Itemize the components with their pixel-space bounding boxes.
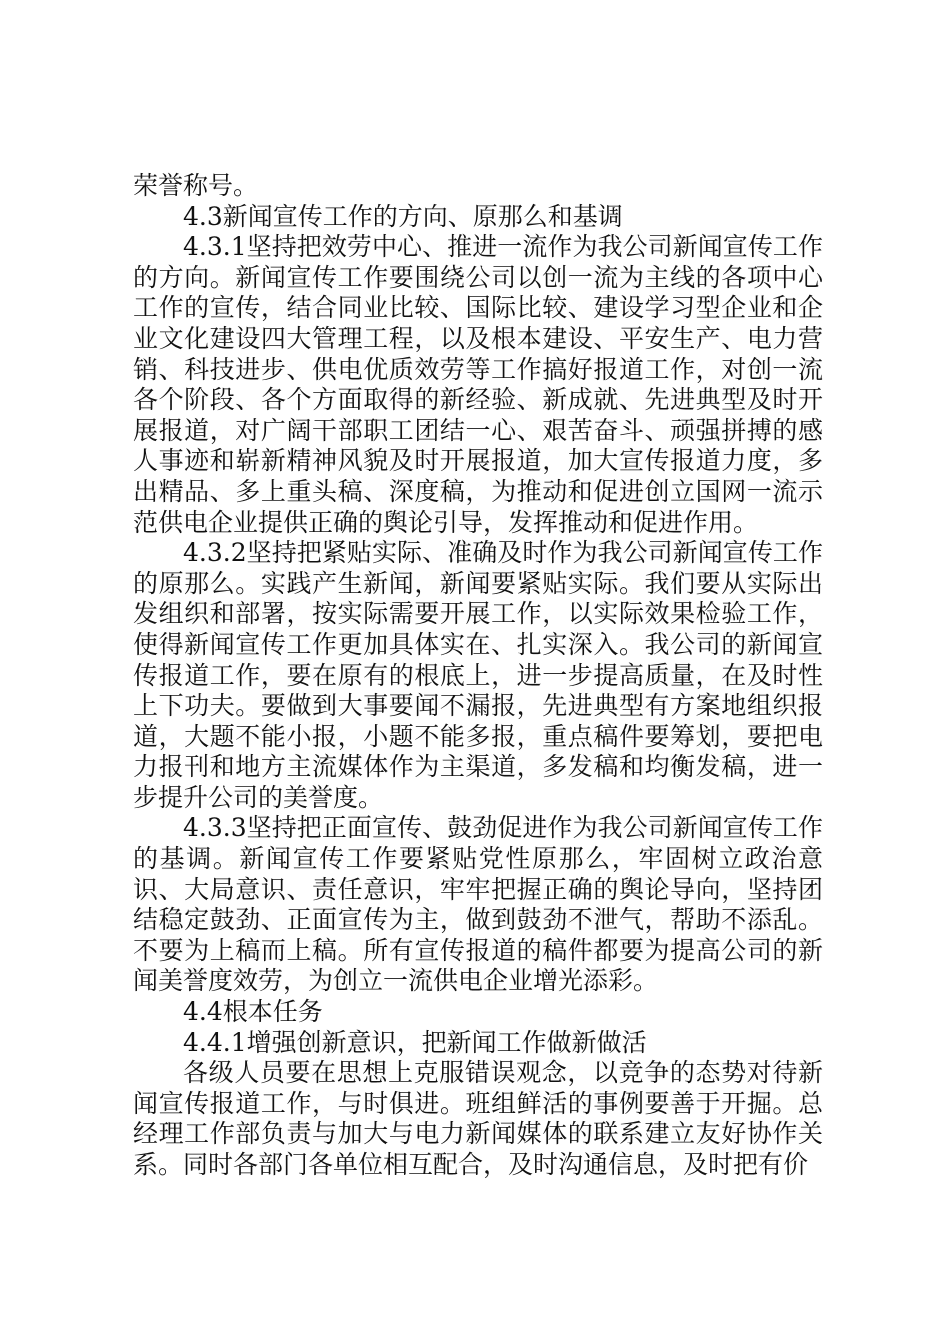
paragraph-4-3-1: 4.3.1坚持把效劳中心、推进一流作为我公司新闻宣传工作的方向。新闻宣传工作要围绕公司以创一流为主线的各项中心工作的宣传，结合同业比较、国际比较、建设学习型企业和企业文化建设四大管理工程，以及根本建设、平安生产、电力营销、科技进步、供电优质效劳等工作搞好报道工作，对创一流各个阶段、各个方面取得的新经验、新成就、先进典型及时开展报道，对广阔干部职工团结一心、艰苦奋斗、顽强拼搏的感人事迹和崭新精神风貌及时开展报道，加大宣传报道力度，多出精品、多上重头稿、深度稿，为推动和促进创立国网一流示范供电企业提供正确的舆论引导，发挥推动和促进作用。: [133, 232, 823, 537]
subsection-heading-4-4-1: 4.4.1增强创新意识，把新闻工作做新做活: [183, 1027, 647, 1057]
section-heading-4-4: 4.4根本任务: [183, 997, 323, 1027]
document-body: [133, 171, 823, 1181]
paragraph-4-3-2: 4.3.2坚持把紧贴实际、准确及时作为我公司新闻宣传工作的原那么。实践产生新闻，新闻要紧贴实际。我们要从实际出发组织和部署，按实际需要开展工作，以实际效果检验工作，使得新闻宣传工作更加具体实在、扎实深入。我公司的新闻宣传报道工作，要在原有的根底上，进一步提高质量，在及时性上下功夫。要做到大事要闻不漏报，先进典型有方案地组织报道，大题不能小报，小题不能多报，重点稿件要筹划，要把电力报刊和地方主流媒体作为主渠道，多发稿和均衡发稿，进一步提升公司的美誉度。: [133, 538, 823, 812]
section-heading-4-3: 4.3新闻宣传工作的方向、原那么和基调: [183, 201, 623, 231]
paragraph-4-4-1-body: 各级人员要在思想上克服错误观念，以竞争的态势对待新闻宣传报道工作，与时俱进。班组鲜活的事例要善于开掘。总经理工作部负责与加大与电力新闻媒体的联系建立友好协作关系。同时各部门各单位相互配合，及时沟通信息，及时把有价: [133, 1058, 823, 1179]
paragraph-continuation: 荣誉称号。: [133, 171, 259, 200]
paragraph-4-3-3: 4.3.3坚持把正面宣传、鼓劲促进作为我公司新闻宣传工作的基调。新闻宣传工作要紧贴党性原那么，牢固树立政治意识、大局意识、责任意识，牢牢把握正确的舆论导向，坚持团结稳定鼓劲、正面宣传为主，做到鼓劲不泄气，帮助不添乱。不要为上稿而上稿。所有宣传报道的稿件都要为提高公司的新闻美誉度效劳，为创立一流供电企业增光添彩。: [133, 813, 823, 996]
